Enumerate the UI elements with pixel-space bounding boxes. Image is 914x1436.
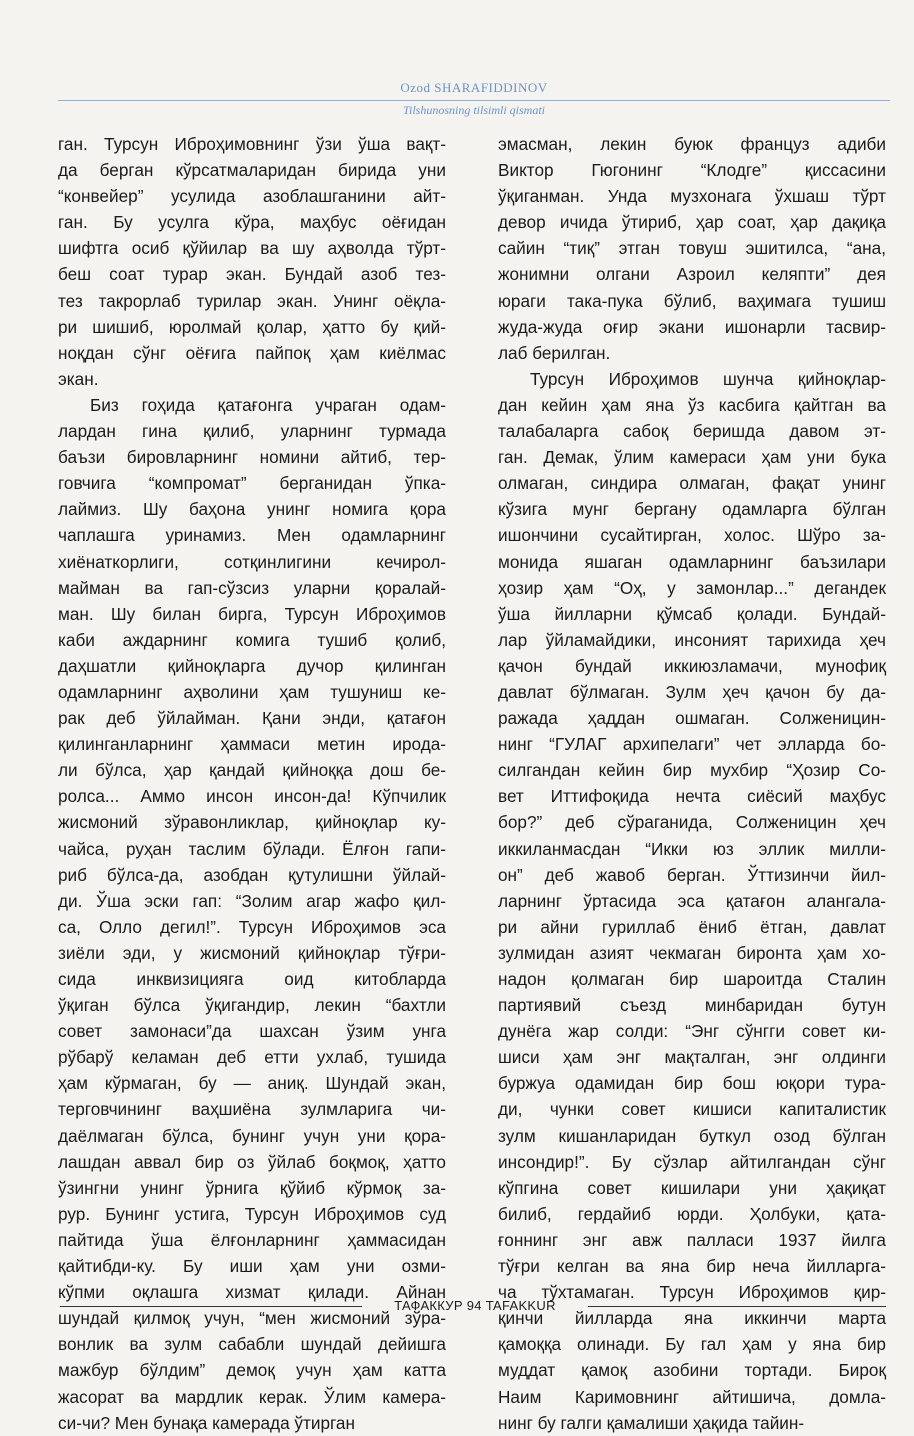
footer-rule-left xyxy=(60,1306,362,1307)
text-line: тўғри келган ва яна бир неча йилларга- xyxy=(498,1256,886,1277)
text-line: қайтибди-ку. Бу иши ҳам уни озми- xyxy=(58,1256,446,1277)
text-line: ҳозир ҳам “Оҳ, у замонлар...” дегандек xyxy=(498,577,886,598)
text-line: юраги така-пука бўлиб, ваҳимага тушиш xyxy=(498,290,886,311)
text-line: рак деб ўйлайман. Қани энди, қатағон xyxy=(58,708,446,729)
text-line: ўша йилларни қўмсаб қолади. Бундай- xyxy=(498,603,886,624)
text-line: Виктор Гюгонинг “Клодге” қиссасини xyxy=(498,160,886,181)
text-line: ғоннинг энг авж палласи 1937 йилга xyxy=(498,1229,886,1250)
text-line: чайса, руҳан таслим бўлади. Ёлғон гапи- xyxy=(58,838,446,859)
text-line: ҳам кўрмаган, бу — аниқ. Шундай экан, xyxy=(58,1073,446,1094)
text-line: лашдан аввал бир оз ўйлаб боқмоқ, ҳатто xyxy=(58,1151,446,1172)
text-line: риб бўлса-да, азобдан қутулишни ўйлай- xyxy=(58,864,446,885)
text-line: партиявий съезд минбаридан бутун xyxy=(498,995,886,1016)
text-line: ган. Демак, ўлим камераси ҳам уни бука xyxy=(498,447,886,468)
text-line: ражада ҳаддан ошмаган. Солженицин- xyxy=(498,708,886,729)
text-line: талабаларга сабоқ беришда давом эт- xyxy=(498,421,886,442)
text-line: лаб берилган. xyxy=(498,342,611,363)
text-line: иккиланмасдан “Икки юз эллик милли- xyxy=(498,838,886,859)
text-line: ча тўхтамаган. Турсун Иброҳимов қир- xyxy=(498,1282,886,1303)
text-line: да берган кўрсатмаларидан бирида уни xyxy=(58,160,446,181)
text-column-left xyxy=(58,131,446,1436)
text-line: жуда-жуда оғир экани ишонарли тасвир- xyxy=(498,316,886,337)
text-line: Наим Каримовнинг айтишича, домла- xyxy=(498,1386,886,1407)
text-line: рур. Бунинг устига, Турсун Иброҳимов суд xyxy=(58,1203,446,1224)
text-line: сайин “тиқ” этган товуш эшитилса, “ана, xyxy=(498,238,886,259)
text-line: девор ичида ўтириб, ҳар соат, ҳар дақиқа xyxy=(498,212,886,233)
text-line: муддат қамоқ азобини тортади. Бироқ xyxy=(498,1360,886,1381)
text-line: ўқиган бўлса ўқигандир, лекин “бахтли xyxy=(58,995,446,1016)
text-line: ган. Турсун Иброҳимовнинг ўзи ўша вақт- xyxy=(58,134,446,154)
text-line: рўбарў келаман деб етти ухлаб, тушида xyxy=(58,1047,446,1068)
text-line: ўзингни унинг ўрнига қўйиб кўрмоқ за- xyxy=(58,1177,446,1198)
text-line: Турсун Иброҳимов шунча қийноқлар- xyxy=(530,368,886,389)
text-line: лардан гина қилиб, уларнинг турмада xyxy=(58,421,446,442)
text-line: баъзи бировларнинг номини айтиб, тер- xyxy=(58,447,446,468)
text-line: лар ўйламайдики, инсоният тарихида ҳеч xyxy=(498,629,886,650)
text-line: ган. Бу усулга кўра, маҳбус оёғидан xyxy=(58,212,446,233)
text-line: совет замонаси”да шахсан ўзим унга xyxy=(58,1021,446,1042)
text-line: Биз гоҳида қатағонга учраган одам- xyxy=(90,394,446,415)
text-line: билиб, гердайиб юрди. Ҳолбуки, қата- xyxy=(498,1203,886,1224)
text-line: зиёли эди, у жисмоний қийноқлар тўғри- xyxy=(58,942,446,963)
text-line: беш соат турар экан. Бундай азоб тез- xyxy=(58,264,446,285)
text-line: говчига “компромат” берганидан ўпка- xyxy=(58,473,446,494)
text-line: надон қолмаган бир шароитда Сталин xyxy=(498,969,886,989)
text-line: терговчининг ваҳшиёна зулмларига чи- xyxy=(58,1099,446,1120)
text-line: он” деб жавоб берган. Ўттизинчи йил- xyxy=(498,864,886,885)
text-line: одамларнинг аҳволини ҳам тушуниш ке- xyxy=(58,681,446,702)
text-line: эмасман, лекин буюк француз адиби xyxy=(498,134,886,154)
text-line: ролса... Аммо инсон инсон-да! Кўпчилик xyxy=(58,786,446,807)
text-line: ри айни гуриллаб ёниб ётган, давлат xyxy=(498,916,886,937)
text-line: са, Олло дегил!”. Турсун Иброҳимов эса xyxy=(58,916,446,937)
text-line: бор?” деб сўраганида, Солженицин ҳеч xyxy=(498,812,886,833)
text-line: қамоққа олинади. Бу гал ҳам у яна бир xyxy=(498,1334,886,1355)
text-line: ман. Шу билан бирга, Турсун Иброҳимов xyxy=(58,603,446,624)
text-line: қинчи йилларда яна иккинчи марта xyxy=(498,1308,886,1329)
text-line: буржуа одамидан бир бош юқори тура- xyxy=(498,1073,886,1094)
text-line: шифтга осиб қўйилар ва шу аҳволда тўрт- xyxy=(58,238,446,259)
header-author: Ozod SHARAFIDDINOV xyxy=(400,80,548,95)
page-footer xyxy=(58,1296,890,1316)
text-line: майман ва гап-сўзсиз уларни қоралай- xyxy=(58,577,446,598)
text-line: дан кейин ҳам яна ўз касбига қайтган ва xyxy=(498,394,886,415)
header-subtitle: Tilshunosning tilsimli qismati xyxy=(402,103,546,117)
text-line: ноқдан сўнг оёғига пайпоқ ҳам киёлмас xyxy=(58,342,446,363)
text-line: шиси ҳам энг мақталган, энг олдинги xyxy=(498,1047,886,1068)
text-line: нинг бу галги қамалиши ҳақида тайин- xyxy=(498,1412,805,1433)
text-line: ларнинг ўртасида эса қатағон алангала- xyxy=(498,890,886,911)
text-line: чаплашга уринамиз. Мен одамларнинг xyxy=(58,525,446,546)
text-column-right xyxy=(498,131,886,1436)
text-line: кўпми оқлашга хизмат қилади. Айнан xyxy=(58,1282,446,1303)
page-header xyxy=(58,80,890,117)
text-line: давлат бўлмаган. Зулм ҳеч қачон бу да- xyxy=(498,681,886,702)
footer-page-label: ТАФАККУР 94 TAFAKKUR xyxy=(394,1298,556,1313)
text-line: дунёга жар солди: “Энг сўнгги совет ки- xyxy=(498,1021,886,1042)
text-line: каби аждарнинг комига тушиб қолиб, xyxy=(58,629,446,650)
text-line: ли бўлса, ҳар қандай қийноққа дош бе- xyxy=(58,760,446,781)
text-line: инсондир!”. Бу сўзлар айтилгандан сўнг xyxy=(498,1151,886,1172)
text-line: вонлик ва зулм сабабли шундай дейишга xyxy=(58,1334,446,1355)
text-line: қачон бундай иккиюзламачи, мунофиқ xyxy=(498,655,886,676)
text-line: ишончини сусайтирган, холос. Шўро за- xyxy=(498,525,886,546)
text-line: даҳшатли қийноқларга дучор қилинган xyxy=(58,655,446,676)
text-line: сида инквизицияга оид китобларда xyxy=(58,969,446,989)
text-line: кўпгина совет кишилари уни ҳақиқат xyxy=(498,1177,886,1198)
text-line: тез такрорлаб турилар экан. Унинг оёқла- xyxy=(58,290,446,311)
header-rule xyxy=(58,100,890,101)
text-line: лаймиз. Шу баҳона унинг номига қора xyxy=(58,499,446,520)
footer-rule-right xyxy=(588,1306,886,1307)
text-line: силгандан кейин бир мухбир “Ҳозир Со- xyxy=(498,760,886,781)
text-line: ри шишиб, юролмай қолар, ҳатто бу қий- xyxy=(58,316,446,337)
text-line: экан. xyxy=(58,368,99,389)
text-line: жисмоний зўравонликлар, қийноқлар ку- xyxy=(58,812,446,833)
text-line: ўқиганман. Унда музхонага ўхшаш тўрт xyxy=(498,186,886,207)
text-line: пайтида ўша ёлғонларнинг ҳаммасидан xyxy=(58,1229,446,1250)
text-line: “конвейер” усулида азоблашганини айт- xyxy=(58,186,446,207)
text-line: олмаган, синдира олмаган, фақат унинг xyxy=(498,473,886,494)
text-line: монида яшаган одамларнинг баъзилари xyxy=(498,551,886,572)
text-line: зулм кишанларидан буткул озод бўлган xyxy=(498,1125,886,1146)
text-line: ди. Ўша эски гап: “Золим агар жафо қил- xyxy=(58,890,446,911)
text-line: зулмидан азият чекмаган биронта ҳам хо- xyxy=(498,942,886,963)
text-line: мажбур бўлдим” демоқ учун ҳам катта xyxy=(58,1360,446,1381)
text-line: ди, чунки совет кишиси капиталистик xyxy=(498,1099,886,1120)
text-line: кўзига мунг бергану одамларга бўлган xyxy=(498,499,886,520)
text-line: шундай қилмоқ учун, “мен жисмоний зўра- xyxy=(58,1308,446,1329)
text-line: хиёнаткорлиги, сотқинлигини кечирол- xyxy=(58,551,446,572)
text-line: даёлмаган бўлса, бунинг учун уни қора- xyxy=(58,1125,446,1146)
text-line: си-чи? Мен бунақа камерада ўтирган xyxy=(58,1412,355,1433)
text-line: нинг “ГУЛАГ архипелаги” чет элларда бо- xyxy=(498,734,886,755)
text-line: қилинганларнинг ҳаммаси метин ирода- xyxy=(58,734,446,755)
text-line: вет Иттифоқида нечта сиёсий маҳбус xyxy=(498,786,886,807)
text-line: жонимни олгани Азроил келяпти” дея xyxy=(498,264,886,285)
text-line: жасорат ва мардлик керак. Ўлим камера- xyxy=(58,1386,446,1407)
